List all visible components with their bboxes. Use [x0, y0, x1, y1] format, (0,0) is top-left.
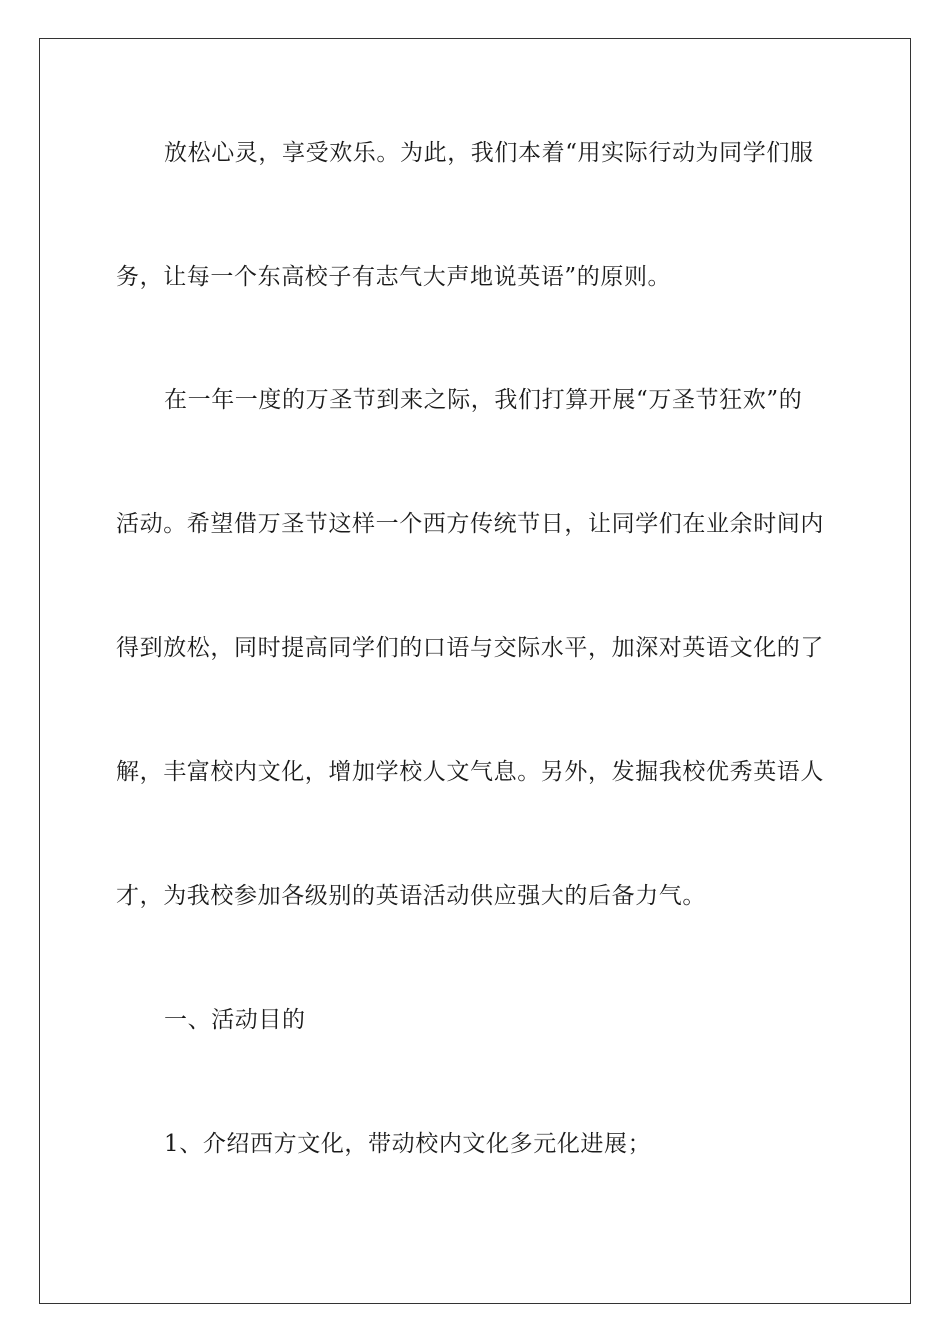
paragraph-1-line-2: 务，让每一个东高校子有志气大声地说英语”的原则。: [116, 264, 672, 290]
paragraph-2-line-4: 解，丰富校内文化，增加学校人文气息。另外，发掘我校优秀英语人: [116, 759, 824, 785]
section-heading: 一、活动目的: [164, 1007, 306, 1033]
page-border: [39, 38, 911, 1304]
paragraph-2-line-1: 在一年一度的万圣节到来之际，我们打算开展“万圣节狂欢”的: [164, 387, 803, 413]
paragraph-1-line-1: 放松心灵，享受欢乐。为此，我们本着“用实际行动为同学们服: [164, 140, 814, 166]
paragraph-2-line-5: 才，为我校参加各级别的英语活动供应强大的后备力气。: [116, 883, 706, 909]
list-item-1: 1、介绍西方文化，带动校内文化多元化进展；: [164, 1131, 652, 1157]
paragraph-2-line-2: 活动。希望借万圣节这样一个西方传统节日，让同学们在业余时间内: [116, 511, 824, 537]
paragraph-2-line-3: 得到放松，同时提高同学们的口语与交际水平，加深对英语文化的了: [116, 635, 824, 661]
